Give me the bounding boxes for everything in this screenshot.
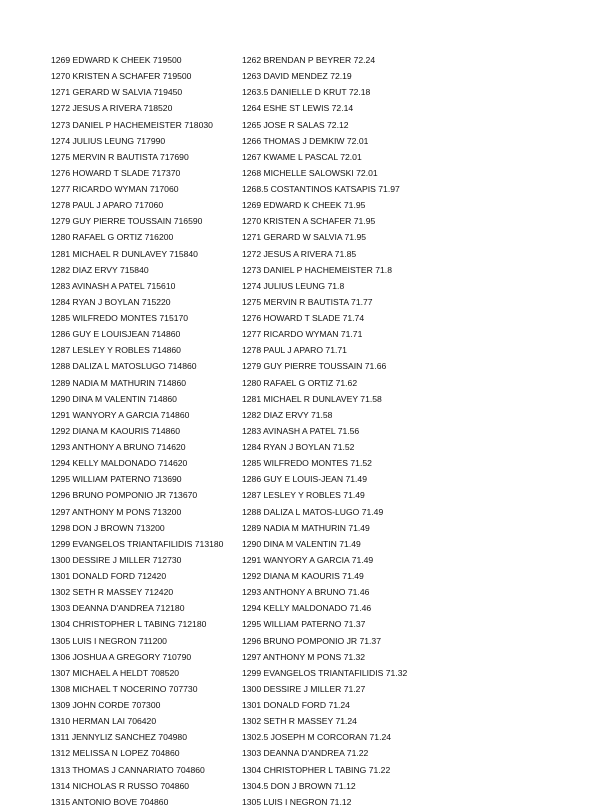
- right-list-item: 1275 MERVIN R BAUTISTA 71.77: [242, 296, 373, 307]
- left-list-item: 1303 DEANNA D'ANDREA 712180: [51, 603, 185, 614]
- right-list-item: 1299 EVANGELOS TRIANTAFILIDIS 71.32: [242, 667, 408, 678]
- right-list-item: 1290 DINA M VALENTIN 71.49: [242, 538, 361, 549]
- right-list-item: 1262 BRENDAN P BEYRER 72.24: [242, 55, 376, 65]
- left-list-item: 1301 DONALD FORD 712420: [51, 571, 167, 581]
- right-list-item: 1304 CHRISTOPHER L TABING 71.22: [242, 764, 391, 775]
- right-list-item: 1265 JOSE R SALAS 72.12: [242, 119, 349, 130]
- left-list-item: 1275 MERVIN R BAUTISTA 717690: [51, 151, 189, 162]
- right-list-item: 1263 DAVID MENDEZ 72.19: [242, 71, 352, 82]
- left-list-item: 1278 PAUL J APARO 717060: [51, 200, 164, 211]
- left-list-item: 1288 DALIZA L MATOSLUGO 714860: [51, 361, 197, 372]
- right-list-item: 1302 SETH R MASSEY 71.24: [242, 716, 357, 727]
- right-list-item: 1283 AVINASH A PATEL 71.56: [242, 425, 360, 436]
- right-list-item: 1281 MICHAEL R DUNLAVEY 71.58: [242, 393, 382, 404]
- right-list-item: 1267 KWAME L PASCAL 72.01: [242, 151, 362, 162]
- right-list-item: 1263.5 DANIELLE D KRUT 72.18: [242, 87, 371, 98]
- left-list-item: 1271 GERARD W SALVIA 719450: [51, 87, 183, 98]
- left-list-item: 1289 NADIA M MATHURIN 714860: [51, 377, 187, 388]
- right-list-item: 1296 BRUNO POMPONIO JR 71.37: [242, 635, 381, 646]
- left-list-item: 1280 RAFAEL G ORTIZ 716200: [51, 232, 174, 243]
- right-list-item: 1272 JESUS A RIVERA 71.85: [242, 248, 357, 259]
- left-list-item: 1309 JOHN CORDE 707300: [51, 700, 161, 710]
- left-list-item: 1269 EDWARD K CHEEK 719500: [51, 55, 182, 65]
- left-list-item: 1302 SETH R MASSEY 712420: [51, 587, 174, 598]
- left-list-item: 1295 WILLIAM PATERNO 713690: [51, 474, 182, 485]
- right-list-item: 1293 ANTHONY A BRUNO 71.46: [242, 587, 370, 598]
- right-list-item: 1277 RICARDO WYMAN 71.71: [242, 329, 363, 340]
- right-list-item: 1288 DALIZA L MATOS-LUGO 71.49: [242, 506, 384, 517]
- left-list-item: 1270 KRISTEN A SCHAFER 719500: [51, 71, 192, 82]
- left-list-item: 1287 LESLEY Y ROBLES 714860: [51, 345, 181, 356]
- left-list-item: 1313 THOMAS J CANNARIATO 704860: [51, 764, 205, 775]
- left-list-item: 1274 JULIUS LEUNG 717990: [51, 135, 166, 146]
- right-list-item: 1304.5 DON J BROWN 71.12: [242, 780, 356, 791]
- left-list-item: 1307 MICHAEL A HELDT 708520: [51, 667, 180, 678]
- left-list-item: 1312 MELISSA N LOPEZ 704860: [51, 748, 180, 759]
- right-ranking-column: [242, 52, 442, 810]
- left-list-item: 1310 HERMAN LAI 706420: [51, 716, 157, 727]
- left-list-item: 1272 JESUS A RIVERA 718520: [51, 103, 173, 114]
- left-list-item: 1311 JENNYLIZ SANCHEZ 704980: [51, 732, 187, 743]
- right-list-item: 1295 WILLIAM PATERNO 71.37: [242, 619, 366, 630]
- left-list-item: 1315 ANTONIO BOVE 704860: [51, 796, 169, 807]
- right-list-item: 1273 DANIEL P HACHEMEISTER 71.8: [242, 264, 392, 275]
- right-list-item: 1271 GERARD W SALVIA 71.95: [242, 232, 367, 243]
- left-list-item: 1293 ANTHONY A BRUNO 714620: [51, 442, 186, 452]
- left-ranking-column: [51, 52, 236, 810]
- left-list-item: 1299 EVANGELOS TRIANTAFILIDIS 713180: [51, 538, 224, 549]
- right-list-item: 1266 THOMAS J DEMKIW 72.01: [242, 135, 369, 146]
- left-list-item: 1296 BRUNO POMPONIO JR 713670: [51, 490, 198, 501]
- right-list-item: 1303 DEANNA D'ANDREA 71.22: [242, 748, 369, 759]
- right-list-item: 1301 DONALD FORD 71.24: [242, 700, 350, 710]
- left-list-item: 1285 WILFREDO MONTES 715170: [51, 313, 189, 323]
- left-list-item: 1281 MICHAEL R DUNLAVEY 715840: [51, 248, 198, 259]
- left-list-item: 1282 DIAZ ERVY 715840: [51, 264, 149, 275]
- left-list-item: 1279 GUY PIERRE TOUSSAIN 716590: [51, 216, 203, 227]
- left-list-item: 1306 JOSHUA A GREGORY 710790: [51, 651, 192, 662]
- left-list-item: 1277 RICARDO WYMAN 717060: [51, 184, 179, 194]
- right-list-item: 1270 KRISTEN A SCHAFER 71.95: [242, 216, 376, 227]
- right-list-item: 1297 ANTHONY M PONS 71.32: [242, 651, 366, 662]
- right-list-item: 1268 MICHELLE SALOWSKI 72.01: [242, 167, 378, 178]
- left-list-item: 1314 NICHOLAS R RUSSO 704860: [51, 780, 190, 791]
- right-list-item: 1280 RAFAEL G ORTIZ 71.62: [242, 377, 358, 388]
- left-list-item: 1286 GUY E LOUISJEAN 714860: [51, 329, 181, 340]
- right-list-item: 1286 GUY E LOUIS-JEAN 71.49: [242, 474, 367, 485]
- right-list-item: 1274 JULIUS LEUNG 71.8: [242, 280, 345, 291]
- right-list-item: 1269 EDWARD K CHEEK 71.95: [242, 200, 366, 211]
- right-list-item: 1282 DIAZ ERVY 71.58: [242, 409, 333, 420]
- right-list-item: 1268.5 COSTANTINOS KATSAPIS 71.97: [242, 184, 400, 194]
- left-list-item: 1283 AVINASH A PATEL 715610: [51, 280, 176, 291]
- left-list-item: 1308 MICHAEL T NOCERINO 707730: [51, 683, 198, 694]
- left-list-item: 1290 DINA M VALENTIN 714860: [51, 393, 177, 404]
- right-list-item: 1287 LESLEY Y ROBLES 71.49: [242, 490, 365, 501]
- right-list-item: 1291 WANYORY A GARCIA 71.49: [242, 554, 374, 565]
- right-list-item: 1278 PAUL J APARO 71.71: [242, 345, 347, 356]
- right-list-item: 1289 NADIA M MATHURIN 71.49: [242, 522, 370, 533]
- left-list-item: 1284 RYAN J BOYLAN 715220: [51, 296, 171, 307]
- right-list-item: 1279 GUY PIERRE TOUSSAIN 71.66: [242, 361, 387, 372]
- left-list-item: 1294 KELLY MALDONADO 714620: [51, 458, 188, 469]
- left-list-item: 1300 DESSIRE J MILLER 712730: [51, 554, 182, 565]
- right-list-item: 1294 KELLY MALDONADO 71.46: [242, 603, 372, 614]
- left-list-item: 1276 HOWARD T SLADE 717370: [51, 167, 181, 178]
- right-list-item: 1264 ESHE ST LEWIS 72.14: [242, 103, 354, 114]
- left-list-item: 1291 WANYORY A GARCIA 714860: [51, 409, 190, 420]
- left-list-item: 1292 DIANA M KAOURIS 714860: [51, 425, 180, 436]
- right-list-item: 1276 HOWARD T SLADE 71.74: [242, 313, 365, 323]
- right-list-item: 1284 RYAN J BOYLAN 71.52: [242, 442, 355, 452]
- left-list-item: 1304 CHRISTOPHER L TABING 712180: [51, 619, 207, 630]
- left-list-item: 1305 LUIS I NEGRON 711200: [51, 635, 167, 646]
- left-list-item: 1297 ANTHONY M PONS 713200: [51, 506, 182, 517]
- left-list-item: 1298 DON J BROWN 713200: [51, 522, 165, 533]
- right-list-item: 1305 LUIS I NEGRON 71.12: [242, 796, 352, 807]
- right-list-item: 1302.5 JOSEPH M CORCORAN 71.24: [242, 732, 392, 743]
- right-list-item: 1292 DIANA M KAOURIS 71.49: [242, 571, 364, 581]
- left-list-item: 1273 DANIEL P HACHEMEISTER 718030: [51, 119, 213, 130]
- right-list-item: 1300 DESSIRE J MILLER 71.27: [242, 683, 366, 694]
- right-list-item: 1285 WILFREDO MONTES 71.52: [242, 458, 372, 469]
